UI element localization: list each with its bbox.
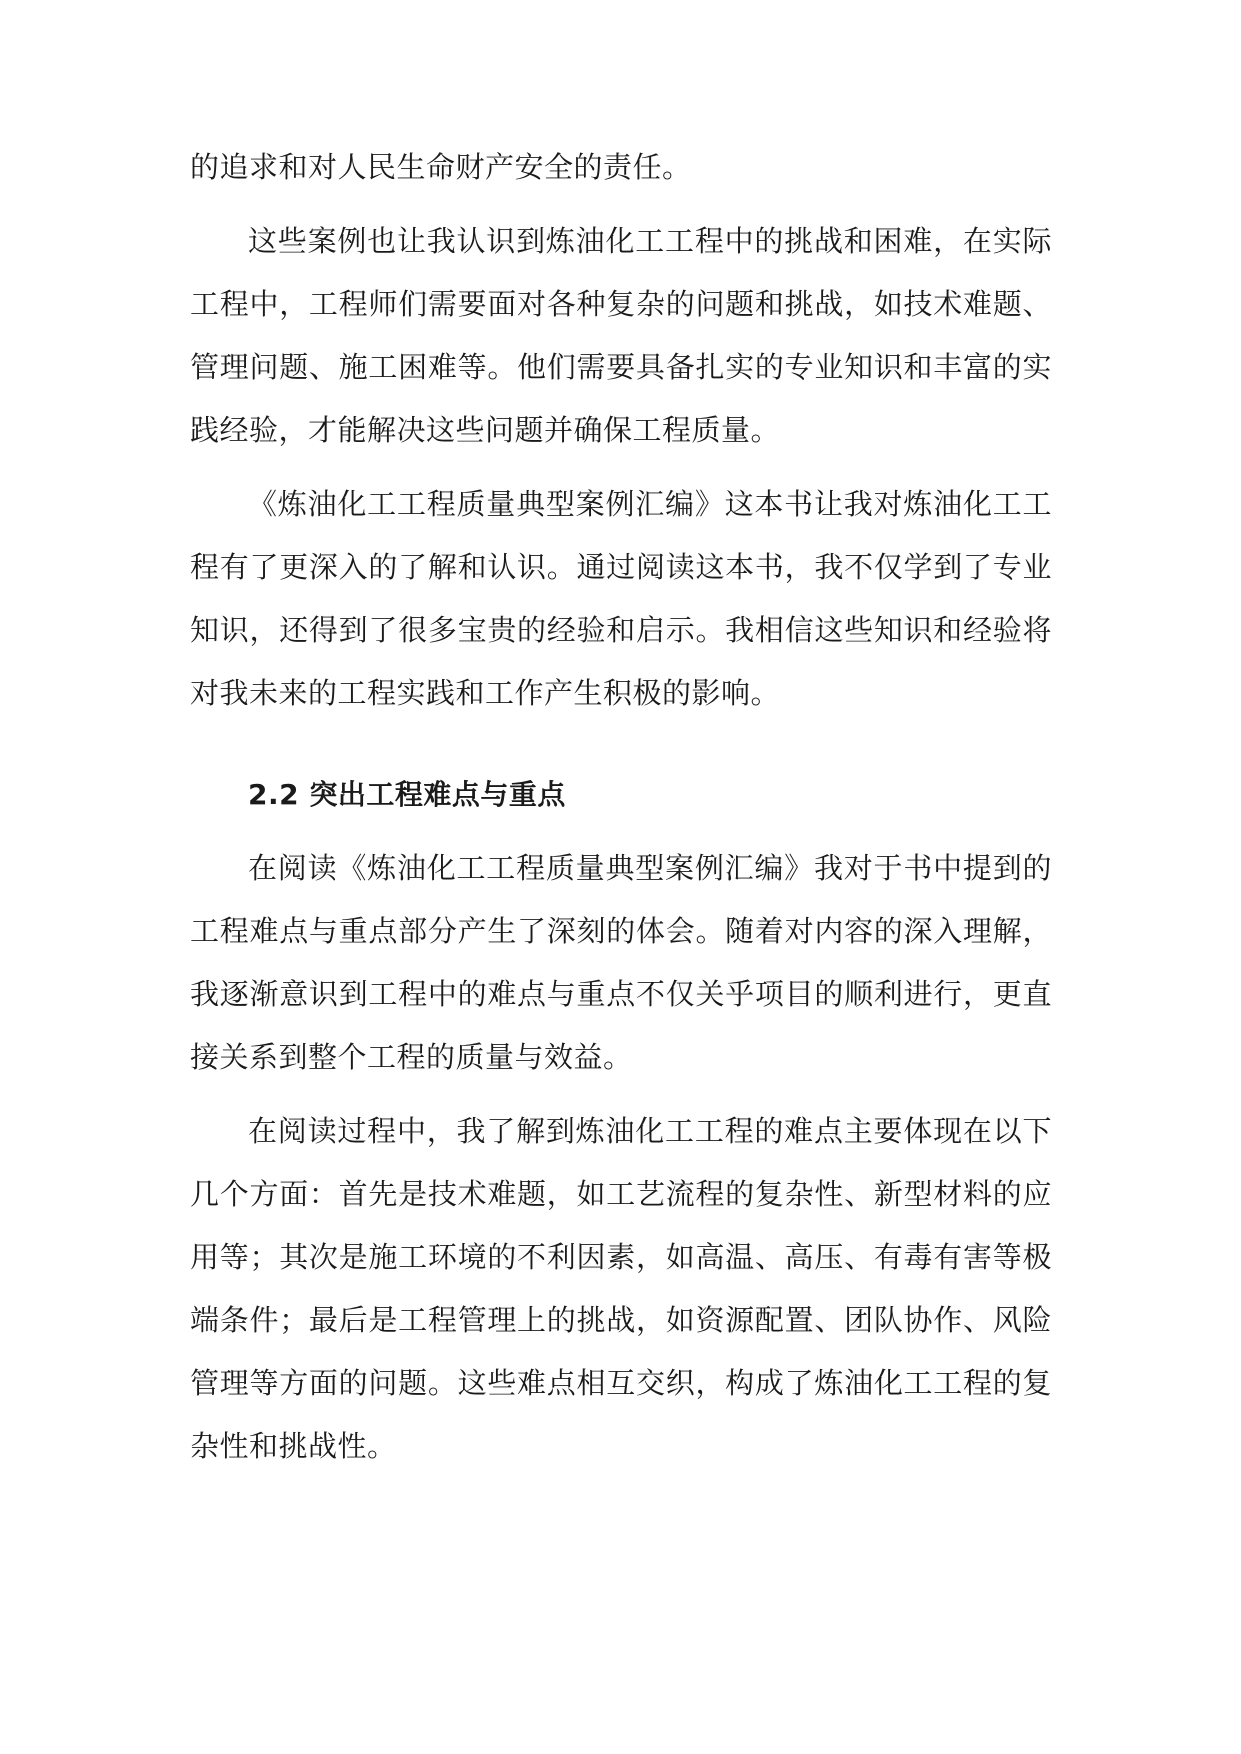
paragraph-challenges: 这些案例也让我认识到炼油化工工程中的挑战和困难，在实际工程中，工程师们需要面对各种复杂的问题和挑战，如技术难题、管理问题、施工困难等。他们需要具备扎实的专业知识和丰富的实践经验，才能解决这些问题并确保工程质量。 (190, 224, 1052, 447)
paragraph-continuation: 的追求和对人民生命财产安全的责任。 (190, 150, 692, 184)
section-heading: 2.2 突出工程难点与重点 (248, 778, 566, 811)
page-body (190, 136, 1052, 1478)
paragraph-difficulties-detail: 在阅读过程中，我了解到炼油化工工程的难点主要体现在以下几个方面：首先是技术难题，如工艺流程的复杂性、新型材料的应用等；其次是施工环境的不利因素，如高温、高压、有毒有害等极端条件；最后是工程管理上的挑战，如资源配置、团队协作、风险管理等方面的问题。这些难点相互交织，构成了炼油化工工程的复杂性和挑战性。 (190, 1114, 1052, 1463)
paragraph-book-reflection: 《炼油化工工程质量典型案例汇编》这本书让我对炼油化工工程有了更深入的了解和认识。通过阅读这本书，我不仅学到了专业知识，还得到了很多宝贵的经验和启示。我相信这些知识和经验将对我未来的工程实践和工作产生积极的影响。 (190, 487, 1052, 710)
paragraph-difficulties-intro: 在阅读《炼油化工工程质量典型案例汇编》我对于书中提到的工程难点与重点部分产生了深刻的体会。随着对内容的深入理解，我逐渐意识到工程中的难点与重点不仅关乎项目的顺利进行，更直接关系到整个工程的质量与效益。 (190, 851, 1052, 1074)
